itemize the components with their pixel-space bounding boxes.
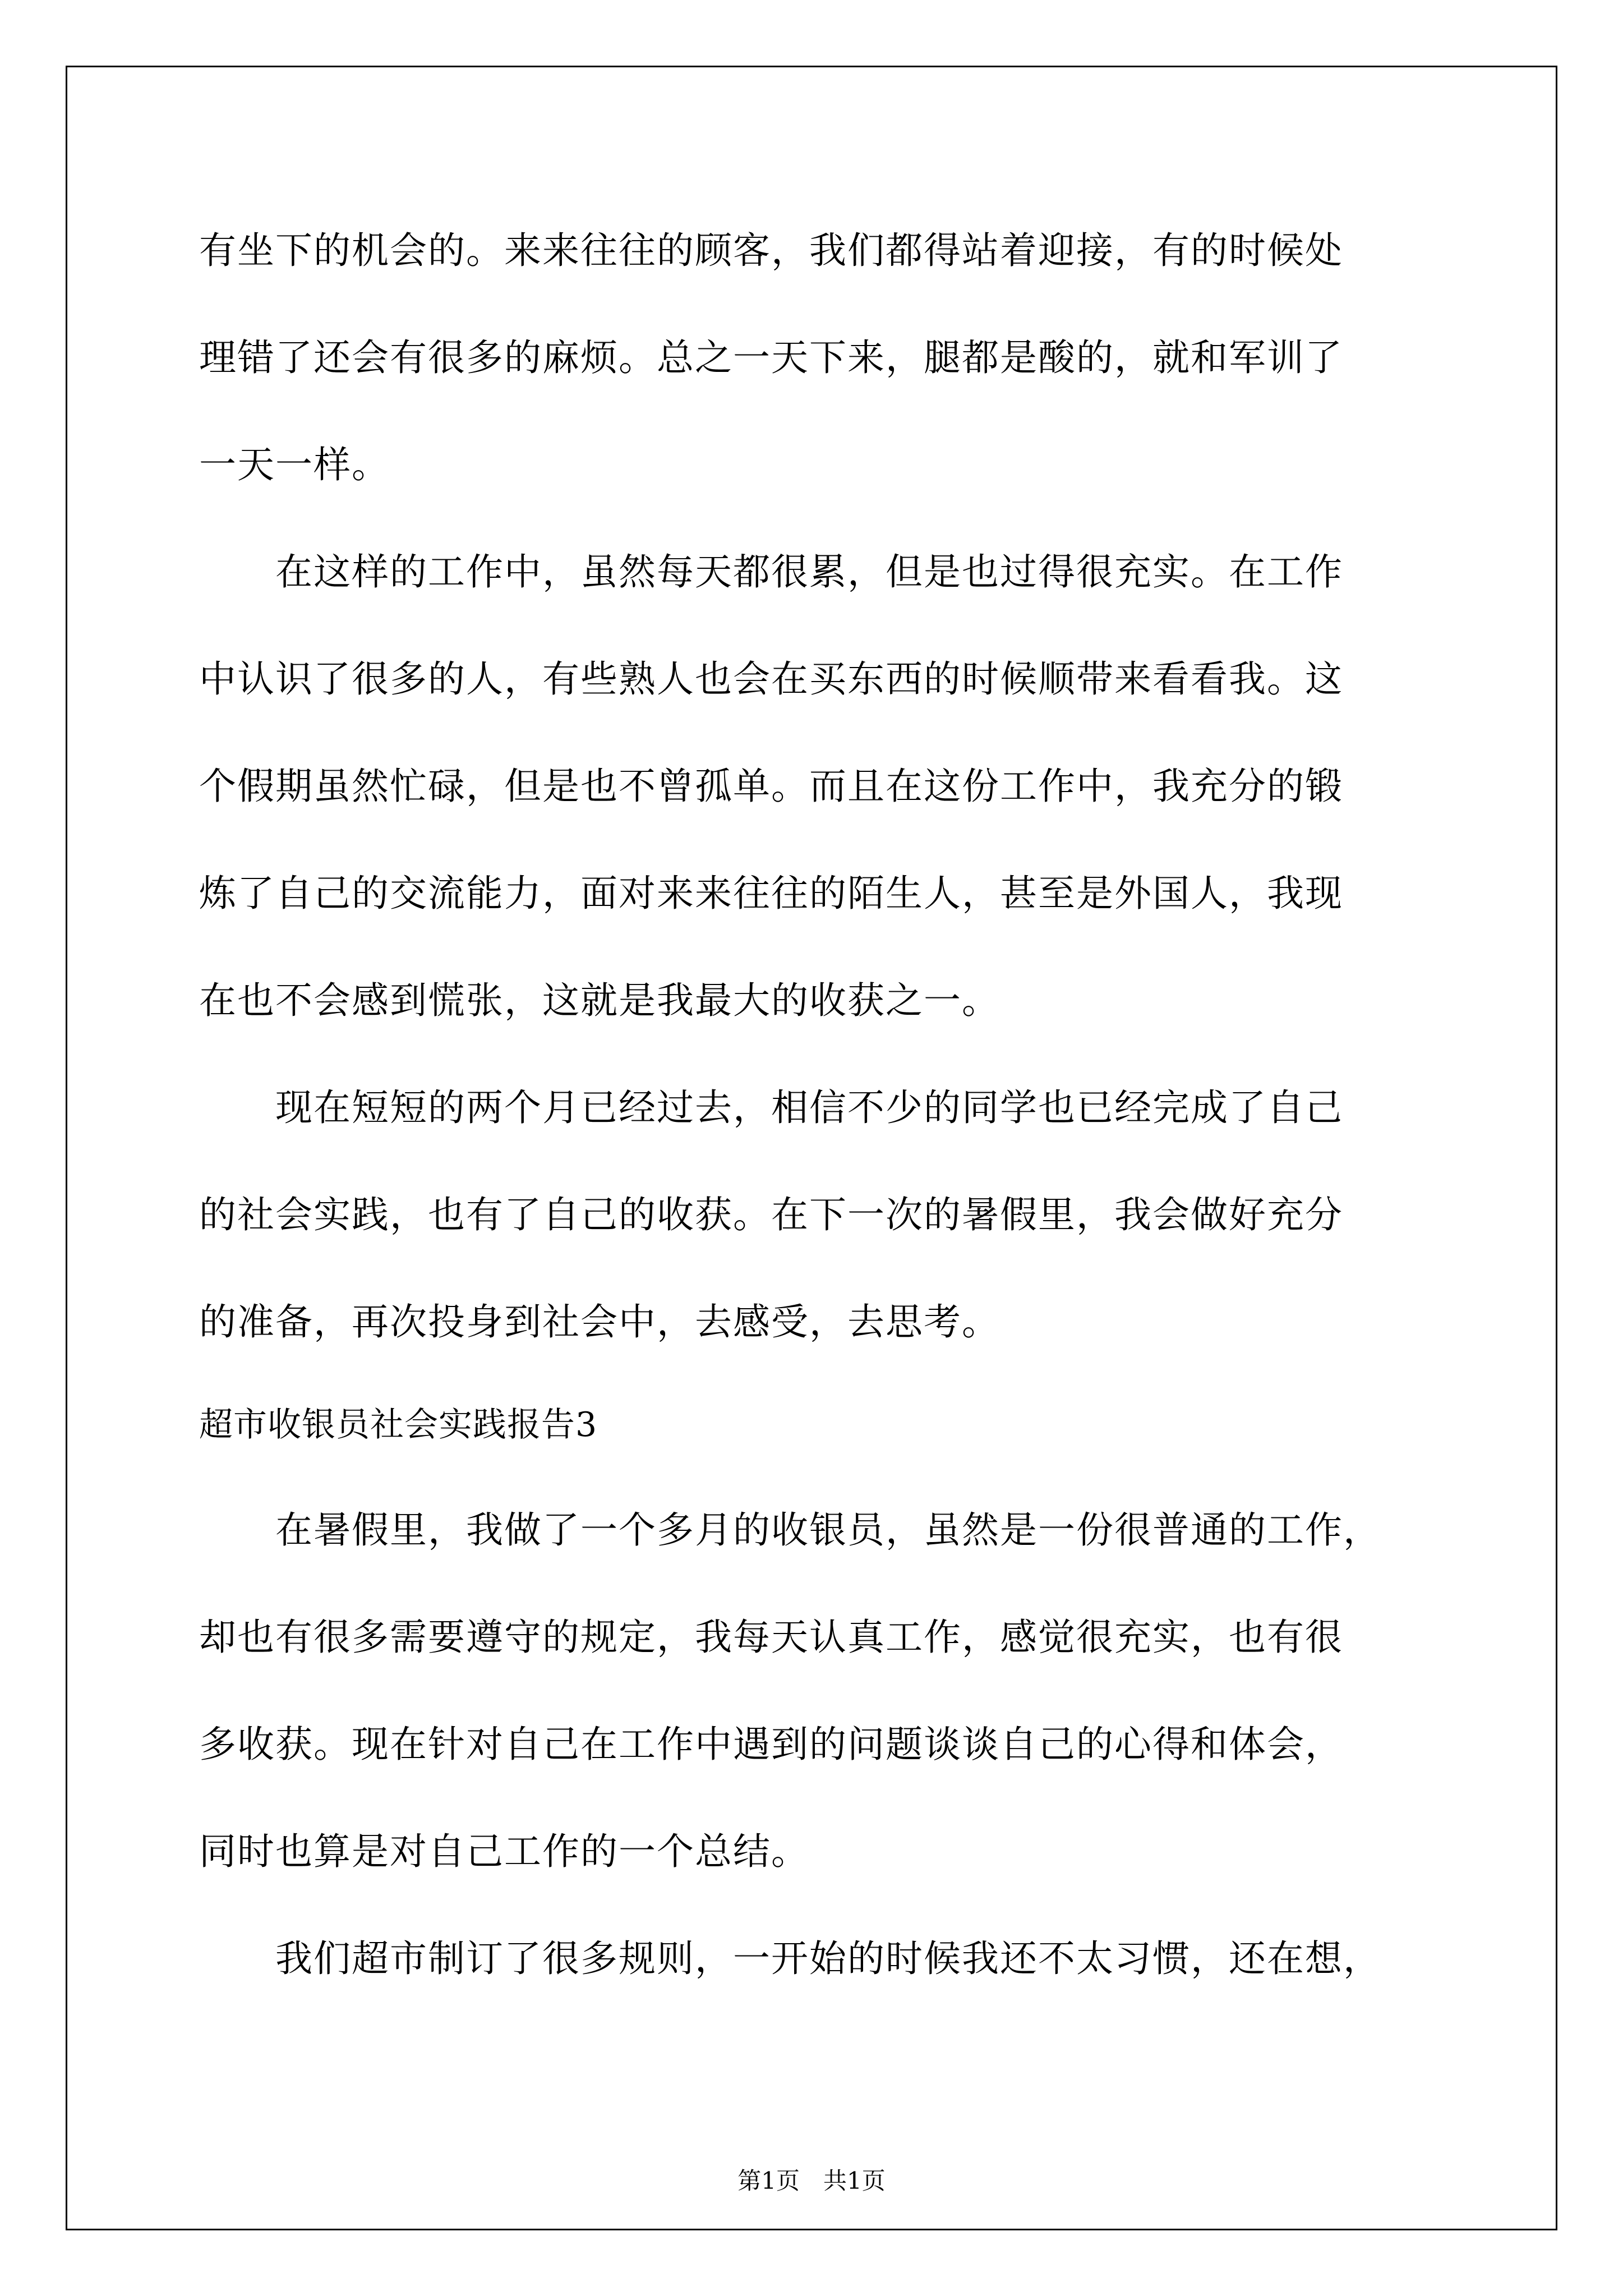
text-line-11: 的准备，再次投身到社会中，去感受，去思考。	[199, 1300, 1000, 1343]
page-border	[66, 66, 1557, 2230]
text-line-4: 在这样的工作中，虽然每天都很累，但是也过得很充实。在工作	[199, 550, 1343, 593]
text-line-7: 炼了自己的交流能力，面对来来往往的陌生人，甚至是外国人，我现	[199, 872, 1343, 915]
text-line-5: 中认识了很多的人，有些熟人也会在买东西的时候顺带来看看我。这	[199, 657, 1343, 701]
text-line-3: 一天一样。	[199, 443, 390, 486]
text-line-9: 现在短短的两个月已经过去，相信不少的同学也已经完成了自己	[199, 1086, 1343, 1129]
text-line-8: 在也不会感到慌张，这就是我最大的收获之一。	[199, 979, 1000, 1022]
text-line-1: 有坐下的机会的。来来往往的顾客，我们都得站着迎接，有的时候处	[199, 229, 1343, 272]
section-heading: 超市收银员社会实践报告3	[199, 1405, 598, 1444]
text-line-2: 理错了还会有很多的麻烦。总之一天下来，腿都是酸的，就和军训了	[199, 336, 1343, 379]
text-line-16: 我们超市制订了很多规则，一开始的时候我还不太习惯，还在想，	[199, 1937, 1381, 1980]
text-line-13: 却也有很多需要遵守的规定，我每天认真工作，感觉很充实，也有很	[199, 1616, 1343, 1659]
text-line-10: 的社会实践，也有了自己的收获。在下一次的暑假里，我会做好充分	[199, 1193, 1343, 1236]
page-number-footer: 第1页 共1页	[737, 2167, 886, 2194]
text-line-6: 个假期虽然忙碌，但是也不曾孤单。而且在这份工作中，我充分的锻	[199, 765, 1343, 808]
text-line-14: 多收获。现在针对自己在工作中遇到的问题谈谈自己的心得和体会，	[199, 1723, 1343, 1766]
text-line-15: 同时也算是对自己工作的一个总结。	[199, 1830, 809, 1873]
text-line-12: 在暑假里，我做了一个多月的收银员，虽然是一份很普通的工作，	[199, 1508, 1381, 1552]
